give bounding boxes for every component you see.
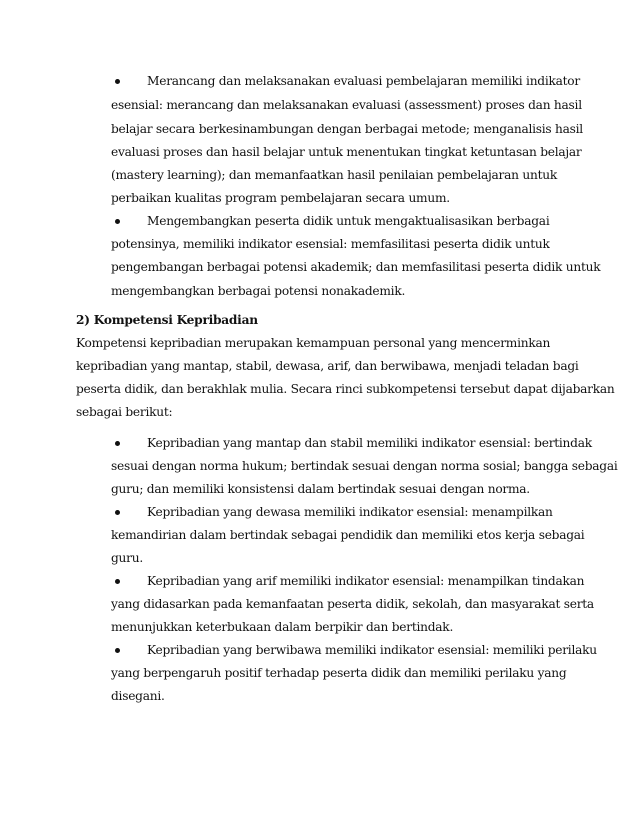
paragraph-line: pengembangan berbagai potensi akademik; dan memfasilitasi peserta didik untuk — [111, 260, 601, 274]
paragraph-line: Mengembangkan peserta didik untuk mengaktualisasikan berbagai — [147, 214, 550, 228]
paragraph-line: esensial: merancang dan melaksanakan evaluasi (assessment) proses dan hasil — [111, 98, 582, 112]
paragraph-line: Merancang dan melaksanakan evaluasi pembelajaran memiliki indikator — [147, 74, 580, 88]
bullet-icon — [115, 79, 120, 84]
paragraph-line: Kepribadian yang mantap dan stabil memiliki indikator esensial: bertindak — [147, 436, 592, 450]
paragraph-line: potensinya, memiliki indikator esensial: memfasilitasi peserta didik untuk — [111, 237, 550, 251]
paragraph-line: (mastery learning); dan memanfaatkan hasil penilaian pembelajaran untuk — [111, 168, 557, 182]
paragraph-line: Kepribadian yang berwibawa memiliki indikator esensial: memiliki perilaku — [147, 643, 597, 657]
bullet-icon — [115, 510, 120, 515]
paragraph-line: sebagai berikut: — [76, 405, 173, 419]
paragraph-line: guru. — [111, 551, 143, 565]
section-heading: 2) Kompetensi Kepribadian — [76, 313, 258, 327]
paragraph-line: sesuai dengan norma hukum; bertindak sesuai dengan norma sosial; bangga sebagai — [111, 459, 618, 473]
paragraph-line: Kompetensi kepribadian merupakan kemampuan personal yang mencerminkan — [76, 336, 551, 350]
paragraph-line: belajar secara berkesinambungan dengan berbagai metode; menganalisis hasil — [111, 122, 583, 136]
paragraph-line: kepribadian yang mantap, stabil, dewasa, arif, dan berwibawa, menjadi teladan bagi — [76, 359, 579, 373]
bullet-icon — [115, 648, 120, 653]
paragraph-line: guru; dan memiliki konsistensi dalam bertindak sesuai dengan norma. — [111, 482, 530, 496]
paragraph-line: yang didasarkan pada kemanfaatan peserta didik, sekolah, dan masyarakat serta — [111, 597, 594, 611]
paragraph-line: peserta didik, dan berakhlak mulia. Secara rinci subkompetensi tersebut dapat dijabarkan — [76, 382, 615, 396]
bullet-icon — [115, 219, 120, 224]
paragraph-line: mengembangkan berbagai potensi nonakademik. — [111, 284, 406, 298]
paragraph-line: perbaikan kualitas program pembelajaran secara umum. — [111, 191, 450, 205]
bullet-icon — [115, 579, 120, 584]
paragraph-line: disegani. — [111, 689, 165, 703]
paragraph-line: yang berpengaruh positif terhadap peserta didik dan memiliki perilaku yang — [111, 666, 567, 680]
bullet-icon — [115, 441, 120, 446]
paragraph-line: evaluasi proses dan hasil belajar untuk menentukan tingkat ketuntasan belajar — [111, 145, 582, 159]
paragraph-line: Kepribadian yang dewasa memiliki indikator esensial: menampilkan — [147, 505, 553, 519]
paragraph-line: kemandirian dalam bertindak sebagai pendidik dan memiliki etos kerja sebagai — [111, 528, 585, 542]
paragraph-line: Kepribadian yang arif memiliki indikator esensial: menampilkan tindakan — [147, 574, 585, 588]
paragraph-line: menunjukkan keterbukaan dalam berpikir dan bertindak. — [111, 620, 454, 634]
